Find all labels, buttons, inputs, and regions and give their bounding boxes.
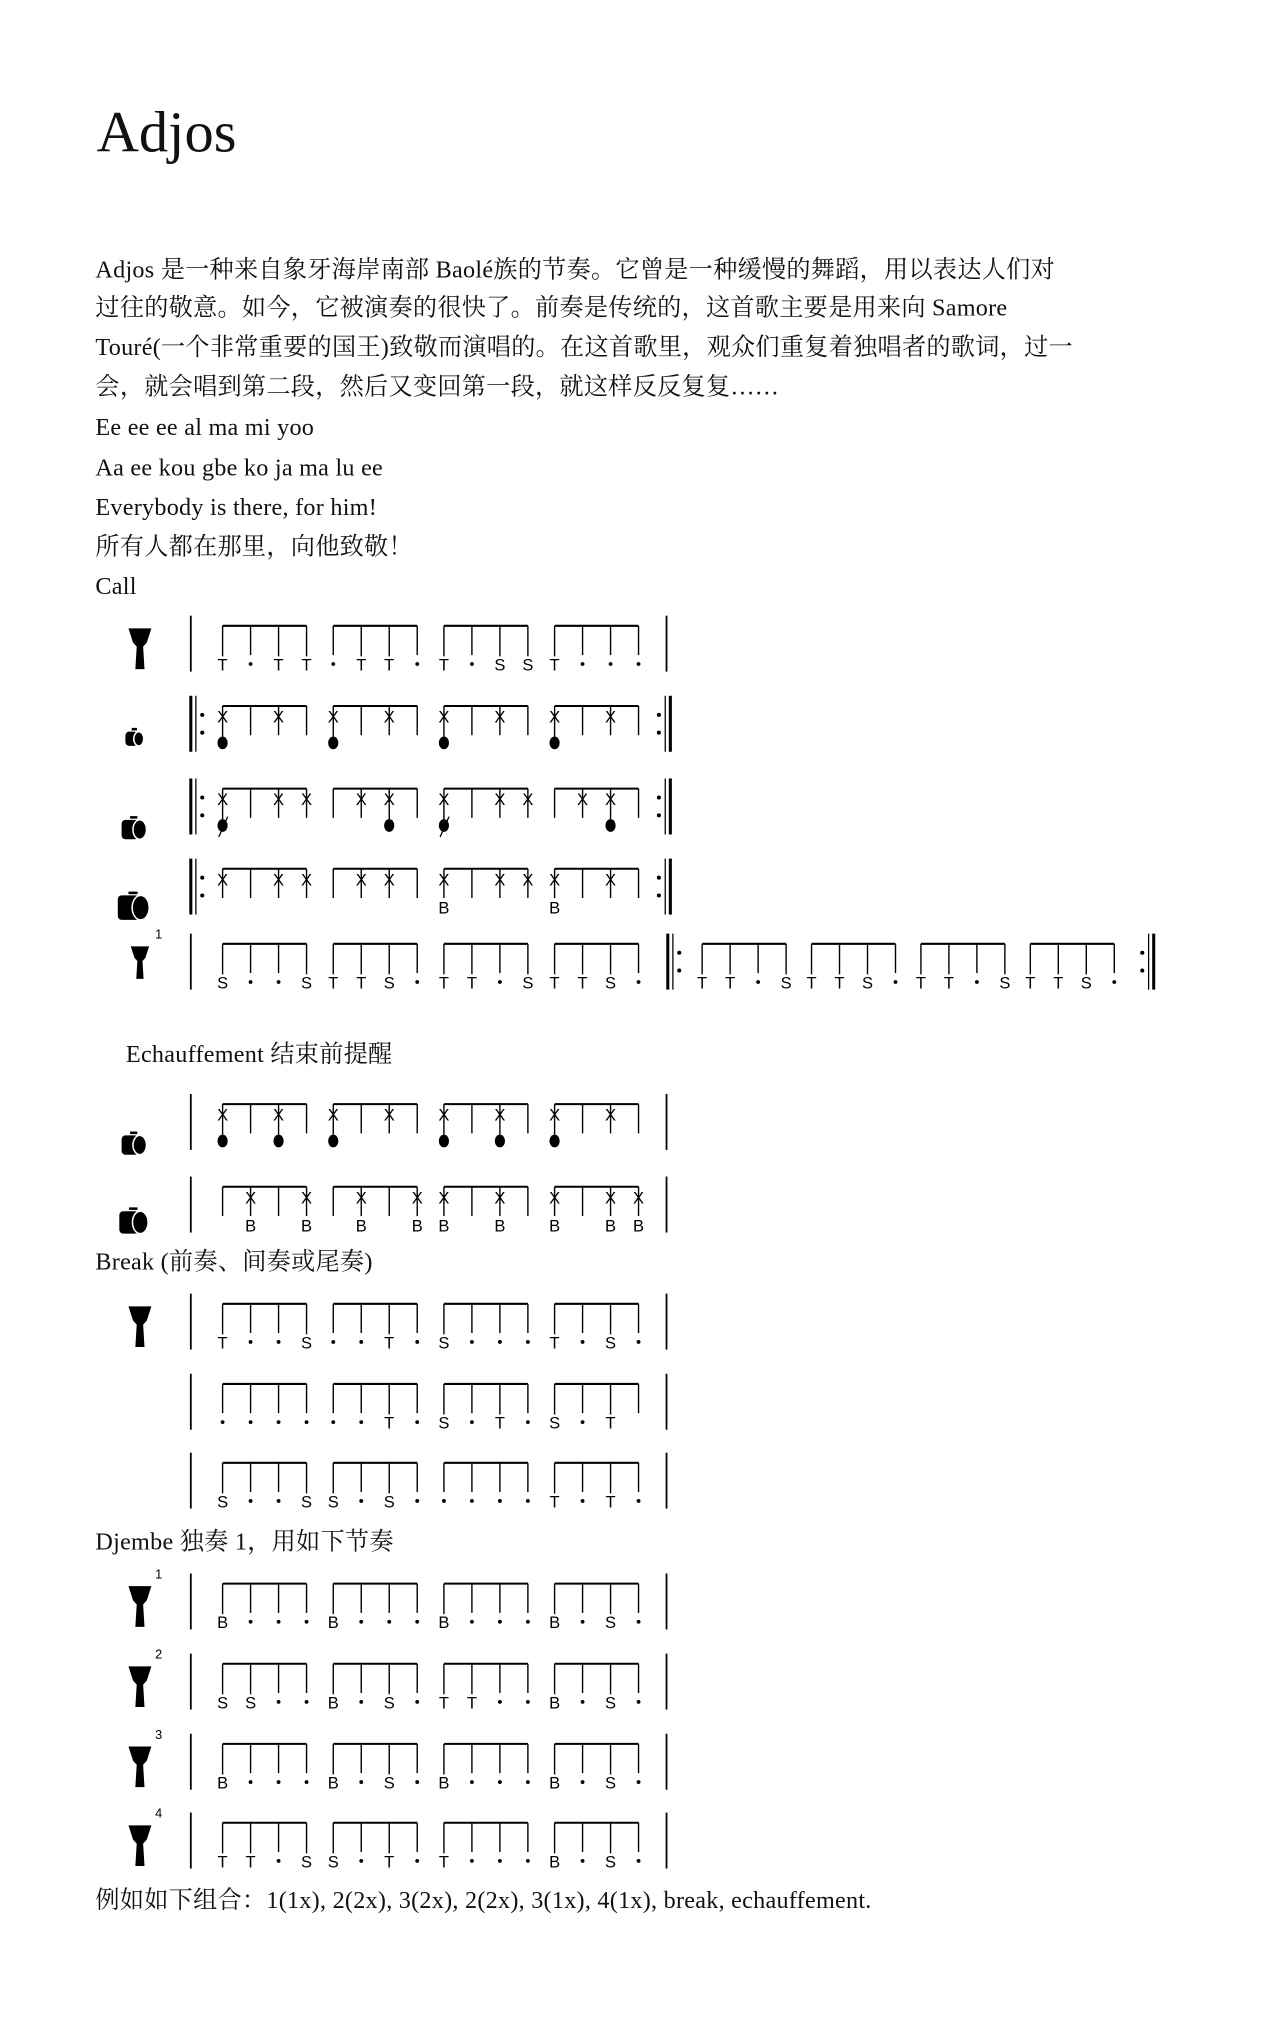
rest-dot <box>359 1499 363 1503</box>
variation-number: 1 <box>155 1566 163 1582</box>
stroke-label: T <box>301 655 312 675</box>
x-mark: X <box>217 707 229 727</box>
rest-dot <box>415 1620 419 1624</box>
rest-dot <box>526 1700 530 1704</box>
stroke-label: T <box>273 655 284 675</box>
x-mark: X <box>355 1188 367 1208</box>
stroke-label: S <box>999 973 1011 993</box>
repeat-dot <box>200 893 204 897</box>
stroke-label: T <box>915 973 926 993</box>
rest-dot <box>637 1499 641 1503</box>
djembe-icon <box>128 1567 162 1627</box>
stroke-label: S <box>861 973 874 993</box>
rest-dot <box>277 1620 281 1624</box>
stroke-label: S <box>245 1693 257 1713</box>
rest-dot <box>442 1499 446 1503</box>
stroke-label: T <box>549 1333 560 1353</box>
stroke-label: T <box>328 973 339 993</box>
rest-dot <box>526 1780 530 1784</box>
stroke-label: T <box>466 1693 477 1713</box>
x-mark: X <box>245 1188 257 1208</box>
rest-dot <box>359 1700 363 1704</box>
x-mark: X <box>577 790 589 810</box>
djembe-icon <box>128 1647 162 1707</box>
stroke-label: B <box>411 1216 423 1236</box>
x-mark: X <box>438 870 450 890</box>
stroke-label: B <box>549 1693 561 1713</box>
stroke-label: T <box>1053 973 1064 993</box>
rest-dot <box>581 1420 585 1424</box>
djembe-shape <box>128 1306 151 1347</box>
stroke-label: T <box>217 655 228 675</box>
stroke-label: B <box>327 1773 339 1793</box>
stroke-label: S <box>549 1413 561 1433</box>
rest-dot <box>581 1620 585 1624</box>
stroke-label: S <box>301 1852 313 1872</box>
stroke-label: S <box>605 1333 617 1353</box>
stroke-label: T <box>384 1852 395 1872</box>
rest-dot <box>470 1859 474 1863</box>
bell-stroke <box>605 819 615 832</box>
stroke-label: T <box>697 973 708 993</box>
rest-dot <box>975 980 979 984</box>
variation-number: 1 <box>155 926 163 942</box>
stroke-label: B <box>549 898 561 918</box>
drum-head <box>133 1135 147 1154</box>
x-mark: X <box>273 870 285 890</box>
stroke-label: B <box>355 1216 367 1236</box>
rest-dot <box>756 980 760 984</box>
rest-dot <box>331 1340 335 1344</box>
x-mark: X <box>355 870 367 890</box>
x-mark: X <box>494 707 506 727</box>
rest-dot <box>331 1420 335 1424</box>
x-mark: X <box>383 790 395 810</box>
rest-dot <box>277 1859 281 1863</box>
repeat-dot <box>200 876 204 880</box>
rest-dot <box>498 1780 502 1784</box>
stroke-label: B <box>633 1216 645 1236</box>
rest-dot <box>277 1340 281 1344</box>
repeat-dot <box>657 893 661 897</box>
stroke-label: T <box>494 1413 505 1433</box>
variation-number: 4 <box>155 1805 163 1821</box>
repeat-dot <box>677 951 681 955</box>
x-mark: X <box>438 1188 450 1208</box>
drum-stick <box>128 892 137 895</box>
rest-dot <box>249 1340 253 1344</box>
rest-dot <box>637 980 641 984</box>
stroke-label: T <box>549 973 560 993</box>
stroke-label: B <box>438 1613 450 1633</box>
djembe-shape <box>128 1666 151 1707</box>
stroke-label: S <box>494 655 506 675</box>
rest-dot <box>526 1620 530 1624</box>
djembe-icon <box>128 1727 162 1787</box>
rest-dot <box>526 1499 530 1503</box>
bell-stroke <box>550 736 560 749</box>
rest-dot <box>277 1420 281 1424</box>
x-mark: X <box>549 1188 561 1208</box>
stroke-label: B <box>438 898 450 918</box>
rest-dot <box>498 1700 502 1704</box>
stroke-label: S <box>383 1492 395 1512</box>
rest-dot <box>470 1780 474 1784</box>
bell-stroke <box>550 1135 560 1148</box>
rest-dot <box>359 1859 363 1863</box>
stroke-label: S <box>301 1333 313 1353</box>
x-mark: X <box>522 790 534 810</box>
stroke-label: T <box>1025 973 1036 993</box>
x-mark: X <box>217 790 229 810</box>
x-mark: X <box>217 1105 229 1125</box>
bell-stroke <box>218 1135 228 1148</box>
drum-head <box>133 820 147 839</box>
x-mark: X <box>383 707 395 727</box>
bell-stroke <box>384 819 394 832</box>
x-mark: X <box>301 1188 313 1208</box>
rest-dot <box>331 662 335 666</box>
x-mark: X <box>301 870 313 890</box>
stroke-label: S <box>217 1492 229 1512</box>
rest-dot <box>387 1620 391 1624</box>
rest-dot <box>581 1859 585 1863</box>
repeat-dot <box>657 796 661 800</box>
section-call-label: Call <box>95 573 137 601</box>
sangban-drum-icon <box>122 1132 147 1155</box>
stroke-label: S <box>438 1333 450 1353</box>
rest-dot <box>305 1620 309 1624</box>
djembe-icon <box>128 628 151 669</box>
stroke-label: T <box>384 655 395 675</box>
rest-dot <box>894 980 898 984</box>
rest-dot <box>637 1780 641 1784</box>
rest-dot <box>277 1499 281 1503</box>
bell-stroke <box>328 736 338 749</box>
stroke-label: B <box>549 1613 561 1633</box>
bell-stroke <box>439 1135 449 1148</box>
djembe-shape <box>131 946 149 979</box>
x-mark: X <box>411 1188 423 1208</box>
rest-dot <box>581 1340 585 1344</box>
stroke-label: T <box>466 973 477 993</box>
x-mark: X <box>494 1188 506 1208</box>
stroke-label: T <box>438 973 449 993</box>
rest-dot <box>415 1700 419 1704</box>
stroke-label: S <box>217 1693 229 1713</box>
djembe-shape <box>128 1586 151 1627</box>
stroke-label: S <box>327 1492 339 1512</box>
rest-dot <box>637 662 641 666</box>
rest-dot <box>498 1499 502 1503</box>
rest-dot <box>359 1620 363 1624</box>
stroke-label: S <box>780 973 792 993</box>
stroke-label: B <box>549 1216 561 1236</box>
stroke-label: T <box>356 655 367 675</box>
stroke-label: T <box>438 1852 449 1872</box>
stroke-label: S <box>301 1492 313 1512</box>
lyric-line: Ee ee ee al ma mi yoo <box>95 414 315 442</box>
djembe-shape <box>128 1746 151 1787</box>
stroke-label: T <box>384 1333 395 1353</box>
drum-head <box>134 732 144 746</box>
x-mark: X <box>494 870 506 890</box>
rest-dot <box>249 1620 253 1624</box>
rest-dot <box>498 1859 502 1863</box>
page-title: Adjos <box>96 99 237 165</box>
rest-dot <box>415 980 419 984</box>
stroke-label: S <box>383 973 395 993</box>
rest-dot <box>581 1499 585 1503</box>
stroke-label: T <box>217 1852 228 1872</box>
rest-dot <box>581 1780 585 1784</box>
rest-dot <box>470 1499 474 1503</box>
stroke-label: T <box>806 973 817 993</box>
x-mark: X <box>273 1105 285 1125</box>
stroke-label: B <box>549 1852 561 1872</box>
bell-stroke <box>328 1135 338 1148</box>
section-break-label: Break (前奏、间奏或尾奏) <box>95 1249 373 1276</box>
rest-dot <box>249 980 253 984</box>
stroke-label: S <box>1080 973 1092 993</box>
x-mark: X <box>605 1105 617 1125</box>
drum-head <box>132 895 149 919</box>
x-mark: X <box>383 870 395 890</box>
x-mark: X <box>438 1105 450 1125</box>
repeat-dot <box>657 813 661 817</box>
sangban-drum-icon <box>122 816 147 839</box>
stroke-label: S <box>327 1852 339 1872</box>
rest-dot <box>637 1700 641 1704</box>
repeat-dot <box>200 796 204 800</box>
stroke-label: B <box>327 1613 339 1633</box>
stroke-label: T <box>943 973 954 993</box>
stroke-label: S <box>522 973 534 993</box>
stroke-label: S <box>605 1852 617 1872</box>
bell-stroke <box>439 736 449 749</box>
djembe-shape <box>128 1825 151 1866</box>
rest-dot <box>359 1340 363 1344</box>
x-mark: X <box>549 870 561 890</box>
rest-dot <box>609 662 613 666</box>
stroke-label: B <box>549 1773 561 1793</box>
stroke-label: B <box>438 1216 450 1236</box>
x-mark: X <box>383 1105 395 1125</box>
rest-dot <box>277 980 281 984</box>
x-mark: X <box>605 1188 617 1208</box>
rest-dot <box>498 1620 502 1624</box>
drum-stick <box>130 816 137 819</box>
repeat-dot <box>657 876 661 880</box>
stroke-label: T <box>245 1852 256 1872</box>
x-mark: X <box>217 870 229 890</box>
intro-line: 会，就会唱到第二段，然后又变回第一段，就这样反反复复…… <box>95 373 780 401</box>
stroke-label: S <box>301 973 313 993</box>
djembe-icon <box>131 927 163 979</box>
drum-head <box>132 1211 148 1233</box>
stroke-label: T <box>605 1413 616 1433</box>
stroke-label: S <box>605 973 617 993</box>
drum-stick <box>129 1207 137 1210</box>
rest-dot <box>277 1700 281 1704</box>
rest-dot <box>249 662 253 666</box>
x-mark: X <box>605 870 617 890</box>
stroke-label: T <box>356 973 367 993</box>
stroke-label: T <box>549 655 560 675</box>
rest-dot <box>526 1859 530 1863</box>
rest-dot <box>1112 980 1116 984</box>
drum-stick <box>130 1132 137 1135</box>
rest-dot <box>637 1620 641 1624</box>
combination-note: 例如如下组合：1(1x), 2(2x), 3(2x), 2(2x), 3(1x), 4(1x), break, echauffement. <box>95 1887 872 1915</box>
rest-dot <box>415 1420 419 1424</box>
rest-dot <box>415 1780 419 1784</box>
x-mark: X <box>438 707 450 727</box>
repeat-dot <box>677 969 681 973</box>
x-mark: X <box>549 707 561 727</box>
stroke-label: T <box>577 973 588 993</box>
rest-dot <box>581 1700 585 1704</box>
rest-dot <box>470 1340 474 1344</box>
rest-dot <box>359 1780 363 1784</box>
stroke-label: S <box>605 1693 617 1713</box>
repeat-dot <box>1140 951 1144 955</box>
stroke-label: B <box>217 1773 229 1793</box>
x-mark: X <box>633 1188 645 1208</box>
rest-dot <box>581 662 585 666</box>
dundunba-drum-icon <box>119 1207 148 1233</box>
rest-dot <box>359 1420 363 1424</box>
stroke-label: S <box>383 1693 395 1713</box>
repeat-dot <box>200 813 204 817</box>
bell-stroke <box>495 1135 505 1148</box>
stroke-label: S <box>605 1613 617 1633</box>
stroke-label: T <box>605 1492 616 1512</box>
stroke-label: B <box>301 1216 313 1236</box>
rest-dot <box>637 1859 641 1863</box>
x-mark: X <box>327 707 339 727</box>
x-mark: X <box>273 790 285 810</box>
rest-dot <box>470 1620 474 1624</box>
section-echauffement-label: Echauffement 结束前提醒 <box>125 1041 393 1069</box>
intro-line: Adjos 是一种来自象牙海岸南部 Baolé族的节奏。它曾是一种缓慢的舞蹈，用以表达人们对 <box>95 256 1056 284</box>
repeat-dot <box>200 713 204 717</box>
rest-dot <box>470 1420 474 1424</box>
stroke-label: S <box>438 1413 450 1433</box>
stroke-label: B <box>494 1216 506 1236</box>
variation-number: 2 <box>155 1646 163 1662</box>
lyric-line: Aa ee kou gbe ko ja ma lu ee <box>95 455 384 483</box>
rest-dot <box>305 1780 309 1784</box>
stroke-label: T <box>438 1693 449 1713</box>
bell-stroke <box>218 736 228 749</box>
x-mark: X <box>522 870 534 890</box>
kenkeni-drum-icon <box>125 728 143 746</box>
stroke-label: B <box>217 1613 229 1633</box>
rest-dot <box>498 980 502 984</box>
x-mark: X <box>494 1105 506 1125</box>
rest-dot <box>415 1859 419 1863</box>
stroke-label: S <box>217 973 229 993</box>
intro-line: 过往的敬意。如今，它被演奏的很快了。前奏是传统的，这首歌主要是用来向 Samore <box>95 295 1008 322</box>
x-mark: X <box>301 790 313 810</box>
x-mark: X <box>327 1105 339 1125</box>
rest-dot <box>415 662 419 666</box>
rest-dot <box>221 1420 225 1424</box>
rest-dot <box>249 1780 253 1784</box>
djembe-icon <box>128 1306 151 1347</box>
stroke-label: S <box>383 1773 395 1793</box>
stroke-label: B <box>327 1693 339 1713</box>
rest-dot <box>305 1420 309 1424</box>
repeat-dot <box>200 731 204 735</box>
stroke-label: T <box>438 655 449 675</box>
rest-dot <box>470 662 474 666</box>
x-mark: X <box>605 790 617 810</box>
x-mark: X <box>549 1105 561 1125</box>
section-solo-label: Djembe 独奏 1，用如下节奏 <box>95 1528 394 1556</box>
stroke-label: T <box>725 973 736 993</box>
stroke-label: S <box>522 655 534 675</box>
dundunba-drum-icon <box>118 892 149 920</box>
stroke-label: B <box>605 1216 617 1236</box>
rest-dot <box>277 1780 281 1784</box>
stroke-label: S <box>605 1773 617 1793</box>
stroke-label: B <box>245 1216 257 1236</box>
rest-dot <box>526 1340 530 1344</box>
lyric-line: 所有人都在那里，向他致敬！ <box>95 534 413 561</box>
djembe-icon <box>128 1806 162 1866</box>
drum-stick <box>132 728 137 731</box>
x-mark: X <box>438 790 450 810</box>
x-mark: X <box>494 790 506 810</box>
rest-dot <box>249 1420 253 1424</box>
x-mark: X <box>273 707 285 727</box>
rest-dot <box>415 1499 419 1503</box>
rest-dot <box>415 1340 419 1344</box>
lyric-line: Everybody is there, for him! <box>95 494 378 522</box>
stroke-label: B <box>438 1773 450 1793</box>
x-mark: X <box>355 790 367 810</box>
rest-dot <box>637 1340 641 1344</box>
rest-dot <box>526 1420 530 1424</box>
stroke-label: T <box>217 1333 228 1353</box>
intro-line: Touré(一个非常重要的国王)致敬而演唱的。在这首歌里，观众们重复着独唱者的歌词，过一 <box>95 334 1073 362</box>
bell-stroke <box>273 1135 283 1148</box>
rest-dot <box>305 1700 309 1704</box>
rest-dot <box>498 1340 502 1344</box>
x-mark: X <box>605 707 617 727</box>
stroke-label: T <box>549 1492 560 1512</box>
djembe-shape <box>128 628 151 669</box>
repeat-dot <box>657 713 661 717</box>
variation-number: 3 <box>155 1726 163 1742</box>
stroke-label: T <box>384 1413 395 1433</box>
rest-dot <box>249 1499 253 1503</box>
stroke-label: T <box>834 973 845 993</box>
repeat-dot <box>1140 969 1144 973</box>
repeat-dot <box>657 731 661 735</box>
